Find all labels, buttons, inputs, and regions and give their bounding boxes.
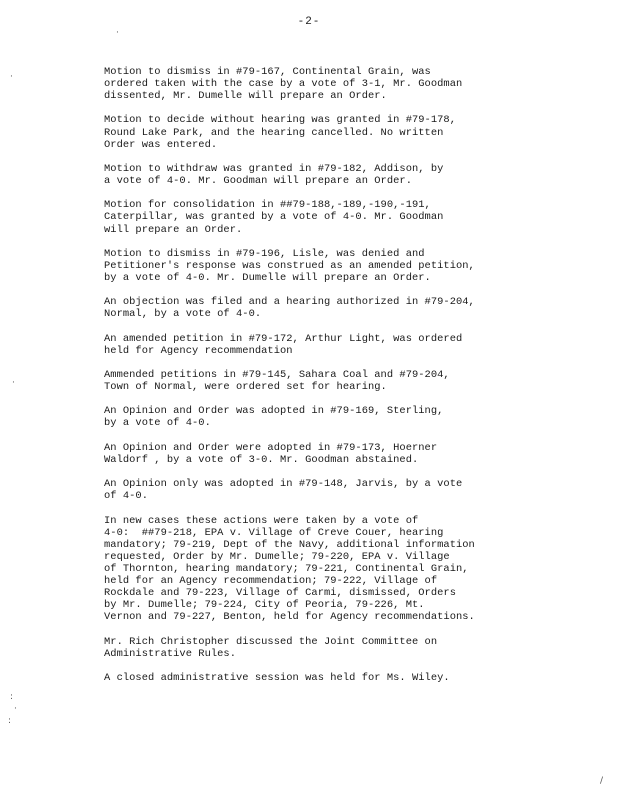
paragraph-objection-79-204: An objection was filed and a hearing authorized in #79-204, Normal, by a vote of 4-0.	[104, 296, 475, 321]
scan-speck: /	[600, 776, 604, 786]
minutes-body	[104, 66, 544, 696]
page-number: -2-	[297, 16, 321, 28]
paragraph-motion-dismiss-79-196: Motion to dismiss in #79-196, Lisle, was denied and Petitioner's response was construed as an amended petition, by a vote of 4-0. Mr. Dumelle will prepare an Order.	[104, 247, 475, 284]
scan-speck: ·	[12, 378, 15, 388]
scan-speck: :	[8, 716, 12, 726]
scan-speck: ·	[10, 72, 13, 82]
paragraph-opinion-79-169: An Opinion and Order was adopted in #79-169, Sterling, by a vote of 4-0.	[104, 405, 444, 430]
paragraph-opinion-79-173: An Opinion and Order were adopted in #79-173, Hoerner Waldorf , by a vote of 3-0. Mr. Goodman abstained.	[104, 441, 438, 466]
paragraph-motion-withdraw-79-182: Motion to withdraw was granted in #79-182, Addison, by a vote of 4-0. Mr. Goodman will prepare an Order.	[104, 162, 444, 188]
scan-speck: ·	[14, 704, 17, 714]
paragraph-amended-petition-79-172: An amended petition in #79-172, Arthur Light, was ordered held for Agency recommendation	[104, 332, 463, 357]
scan-speck: :	[10, 692, 14, 702]
paragraph-amended-petitions-hearing: Ammended petitions in #79-145, Sahara Coal and #79-204, Town of Normal, were ordered set for hearing.	[104, 369, 450, 394]
paragraph-joint-committee: Mr. Rich Christopher discussed the Joint Committee on Administrative Rules.	[104, 635, 438, 660]
paragraph-motion-dismiss-79-167: Motion to dismiss in #79-167, Continental Grain, was ordered taken with the case by a vote of 3-1, Mr. Goodman dissented, Mr. Dumelle will prepare an Order.	[104, 66, 463, 103]
paragraph-motion-decide-79-178: Motion to decide without hearing was granted in #79-178, Round Lake Park, and the hearing cancelled. No written Order was entered.	[104, 114, 456, 151]
paragraph-opinion-79-148: An Opinion only was adopted in #79-148, Jarvis, by a vote of 4-0.	[104, 478, 463, 503]
paragraph-motion-consolidation: Motion for consolidation in ##79-188,-189,-190,-191, Caterpillar, was granted by a vote of 4-0. Mr. Goodman will prepare an Order.	[104, 199, 444, 236]
paragraph-closed-session: A closed administrative session was held for Ms. Wiley.	[104, 671, 450, 684]
scan-speck: ·	[116, 28, 119, 38]
paragraph-new-cases: In new cases these actions were taken by a vote of 4-0: ##79-218, EPA v. Village of Creve Couer, hearing mandatory; 79-219, Dept of the Navy, additional information requested, Order by Mr. Dumelle; 79-220, EPA v. Village of Thornton, hearing mandatory; 79-221, Continental Grain, held for an Agency recommendation; 79-222, Village of Rockdale and 79-223, Village of Carmi, dismissed, Orders by Mr. Dumelle; 79-224, City of Peoria, 79-226, Mt. Vernon and 79-227, Benton, held for Agency recommendations.	[104, 514, 475, 624]
